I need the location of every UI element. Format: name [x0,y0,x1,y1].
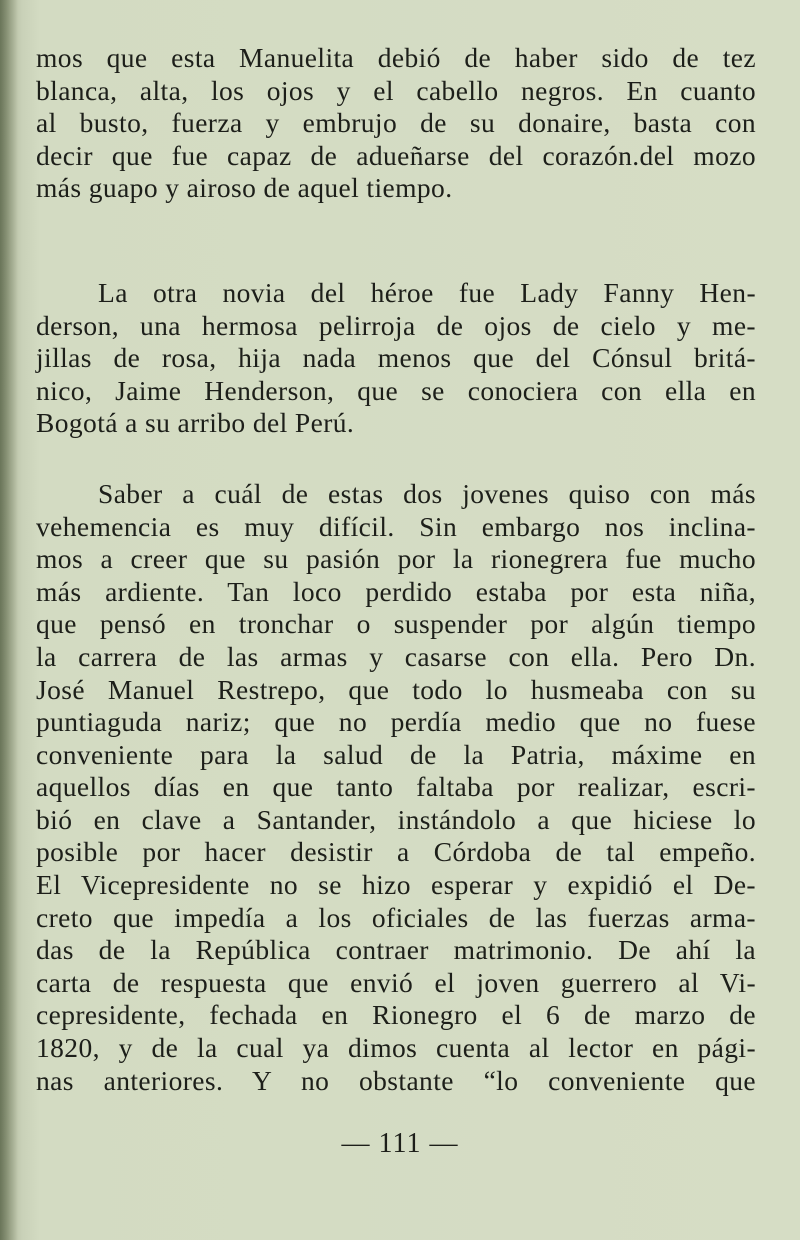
text-line: más ardiente. Tan loco perdido estaba por esta niña, [36,575,756,607]
text-line: El Vicepresidente no se hizo esperar y expidió el De- [36,869,756,901]
text-line: 1820, y de la cual ya dimos cuenta al lector en pági- [36,1032,756,1064]
text-line: mos a creer que su pasión por la rionegrera fue mucho [36,543,756,575]
text-line: al busto, fuerza y embrujo de su donaire, basta con [36,107,756,139]
text-line: derson, una hermosa pelirroja de ojos de cielo y me- [36,309,756,341]
paragraph-spacer [36,440,756,478]
text-line: carta de respuesta que envió el joven guerrero al Vi- [36,966,756,998]
text-line: nas anteriores. Y no obstante “lo conveniente que [36,1064,756,1096]
text-line: más guapo y airoso de aquel tiempo. [36,172,453,204]
text-line: posible por hacer desistir a Córdoba de tal empeño. [36,836,756,868]
paragraph-3 [36,478,756,1097]
text-line: aquellos días en que tanto faltaba por realizar, escri- [36,771,756,803]
text-line: puntiaguda nariz; que no perdía medio que no fuese [36,706,756,738]
text-line: Saber a cuál de estas dos jovenes quiso con más [98,477,756,509]
text-line: cepresidente, fechada en Rionegro el 6 de marzo de [36,999,756,1031]
text-line: Bogotá a su arribo del Perú. [36,407,355,439]
text-line: blanca, alta, los ojos y el cabello negros. En cuanto [36,74,756,106]
text-line: bió en clave a Santander, instándolo a que hiciese lo [36,803,756,835]
text-line: jillas de rosa, hija nada menos que del Cónsul britá- [36,342,756,374]
text-line: das de la República contraer matrimonio. De ahí la [36,934,756,966]
text-line: nico, Jaime Henderson, que se conociera con ella en [36,374,756,406]
paragraph-2 [36,277,756,440]
text-line: vehemencia es muy difícil. Sin embargo nos inclina- [36,510,756,542]
text-line: que pensó en tronchar o suspender por algún tiempo [36,608,756,640]
text-line: decir que fue capaz de adueñarse del corazón.del mozo [36,139,756,171]
text-line: creto que impedía a los oficiales de las fuerzas arma- [36,901,756,933]
text-line: mos que esta Manuelita debió de haber sido de tez [36,42,756,73]
text-line: La otra novia del héroe fue Lady Fanny Hen- [98,276,756,308]
paragraph-spacer [36,205,756,277]
body-text [36,42,756,1097]
paragraph-1 [36,42,756,205]
text-line: José Manuel Restrepo, que todo lo husmeaba con su [36,673,756,705]
spine-shadow [0,0,18,1240]
text-line: la carrera de las armas y casarse con ella. Pero Dn. [36,640,756,672]
text-line: conveniente para la salud de la Patria, máxime en [36,738,756,770]
page-number: — 111 — [341,1128,459,1159]
